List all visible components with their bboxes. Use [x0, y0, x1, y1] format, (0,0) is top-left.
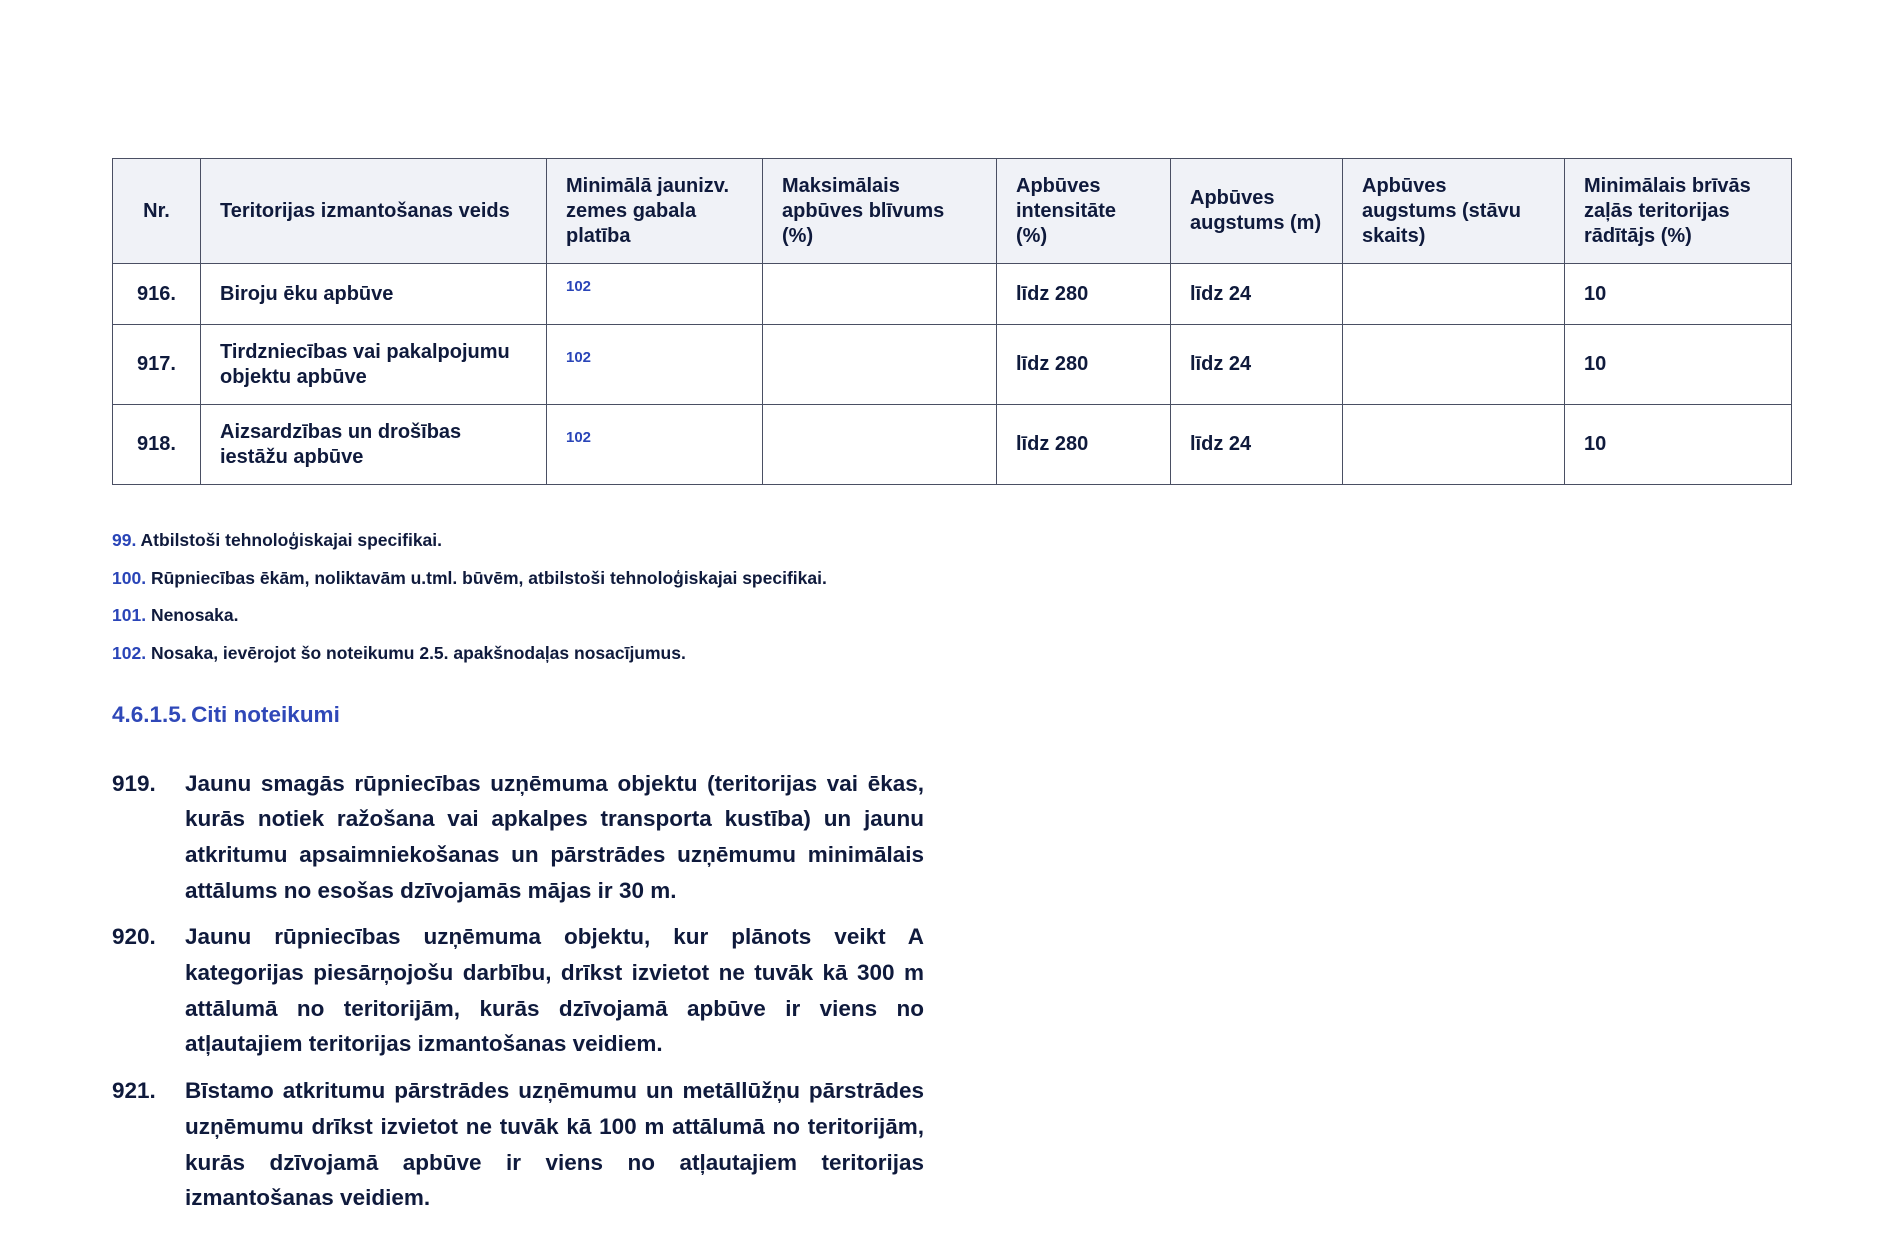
footnote-text: Atbilstoši tehnoloģiskajai specifikai.	[140, 530, 443, 550]
table-header-row	[113, 159, 1792, 264]
cell-intensity: līdz 280	[997, 264, 1171, 325]
cell-intensity: līdz 280	[997, 325, 1171, 405]
cell-nr: 918.	[113, 405, 201, 485]
footnote	[112, 529, 1791, 551]
document-page	[112, 158, 1791, 1227]
cell-max-density	[763, 325, 997, 405]
footnote-text: Rūpniecības ēkām, noliktavām u.tml. būvēm, atbilstoši tehnoloģiskajai specifikai.	[150, 567, 827, 588]
cell-max-density	[763, 264, 997, 325]
footnote-number[interactable]: 102.	[112, 642, 147, 663]
rule-number: 921.	[112, 1078, 156, 1104]
rule-item	[112, 766, 924, 909]
cell-green-min: 10	[1565, 325, 1792, 405]
footnote-text: Nosaka, ievērojot šo noteikumu 2.5. apakšnodaļas nosacījumus.	[150, 642, 686, 663]
cell-height-m: līdz 24	[1171, 264, 1343, 325]
cell-nr: 916.	[113, 264, 201, 325]
rule-text: Bīstamo atkritumu pārstrādes uzņēmumu un metāllūžņu pārstrādes uzņēmumu drīkst izvietot ne tuvāk kā 100 m attālumā no teritorijām, kurās dzīvojamā apbūve ir viens no atļautajiem teritorijas izmantošanas veidiem.	[185, 1078, 924, 1211]
cell-intensity: līdz 280	[997, 405, 1171, 485]
cell-height-floors	[1343, 264, 1565, 325]
cell-nr: 917.	[113, 325, 201, 405]
rule-item	[112, 1073, 924, 1216]
footnotes	[112, 529, 1791, 664]
cell-min-plot-area	[547, 405, 763, 485]
cell-min-plot-area	[547, 325, 763, 405]
footnote-number[interactable]: 101.	[112, 605, 147, 625]
table-row	[113, 325, 1792, 405]
header-height-floors: Apbūves augstums (stāvu skaits)	[1343, 159, 1565, 264]
cell-usage-type: Aizsardzības un drošības iestāžu apbūve	[201, 405, 547, 485]
footnote-ref-link[interactable]: 102	[566, 278, 592, 295]
cell-height-floors	[1343, 405, 1565, 485]
footnote-text: Nenosaka.	[150, 605, 239, 625]
cell-height-m: līdz 24	[1171, 405, 1343, 485]
header-height-m: Apbūves augstums (m)	[1171, 159, 1343, 264]
section-number: 4.6.1.5.	[112, 701, 188, 727]
footnote	[112, 567, 1791, 589]
section-heading	[112, 702, 1791, 728]
cell-usage-type: Tirdzniecības vai pakalpojumu objektu apbūve	[201, 325, 547, 405]
header-max-density: Maksimālais apbūves blīvums (%)	[763, 159, 997, 264]
header-nr: Nr.	[113, 159, 201, 264]
footnote-ref-link[interactable]: 102	[566, 348, 592, 366]
cell-min-plot-area	[547, 264, 763, 325]
rule-number: 920.	[112, 924, 156, 950]
footnote	[112, 642, 1791, 664]
regulation-table	[112, 158, 1792, 485]
cell-green-min: 10	[1565, 264, 1792, 325]
section-title: Citi noteikumi	[191, 701, 340, 727]
footnote	[112, 604, 1791, 626]
rule-text: Jaunu smagās rūpniecības uzņēmuma objektu (teritorijas vai ēkas, kurās notiek ražošana vai apkalpes transporta kustība) un jaunu atkritumu apsaimniekošanas un pārstrādes uzņēmumu minimālais attālums no esošas dzīvojamās mājas ir 30 m.	[185, 770, 924, 903]
rules-list	[112, 766, 924, 1216]
header-intensity: Apbūves intensitāte (%)	[997, 159, 1171, 264]
cell-max-density	[763, 405, 997, 485]
header-min-plot-area: Minimālā jaunizv. zemes gabala platība	[547, 159, 763, 264]
footnote-number[interactable]: 99.	[112, 530, 137, 550]
cell-green-min: 10	[1565, 405, 1792, 485]
cell-usage-type: Biroju ēku apbūve	[201, 264, 547, 325]
table-row	[113, 264, 1792, 325]
rule-number: 919.	[112, 770, 156, 796]
rule-text: Jaunu rūpniecības uzņēmuma objektu, kur plānots veikt A kategorijas piesārņojošu darbību, drīkst izvietot ne tuvāk kā 300 m attālumā no teritorijām, kurās dzīvojamā apbūve ir viens no atļautajiem teritorijas izmantošanas veidiem.	[185, 924, 924, 1057]
cell-height-floors	[1343, 325, 1565, 405]
footnote-ref-link[interactable]: 102	[566, 428, 592, 446]
cell-height-m: līdz 24	[1171, 325, 1343, 405]
rule-item	[112, 919, 924, 1062]
table-row	[113, 405, 1792, 485]
footnote-number[interactable]: 100.	[112, 567, 147, 588]
header-green-min: Minimālais brīvās zaļās teritorijas rādītājs (%)	[1565, 159, 1792, 264]
header-usage-type: Teritorijas izmantošanas veids	[201, 159, 547, 264]
